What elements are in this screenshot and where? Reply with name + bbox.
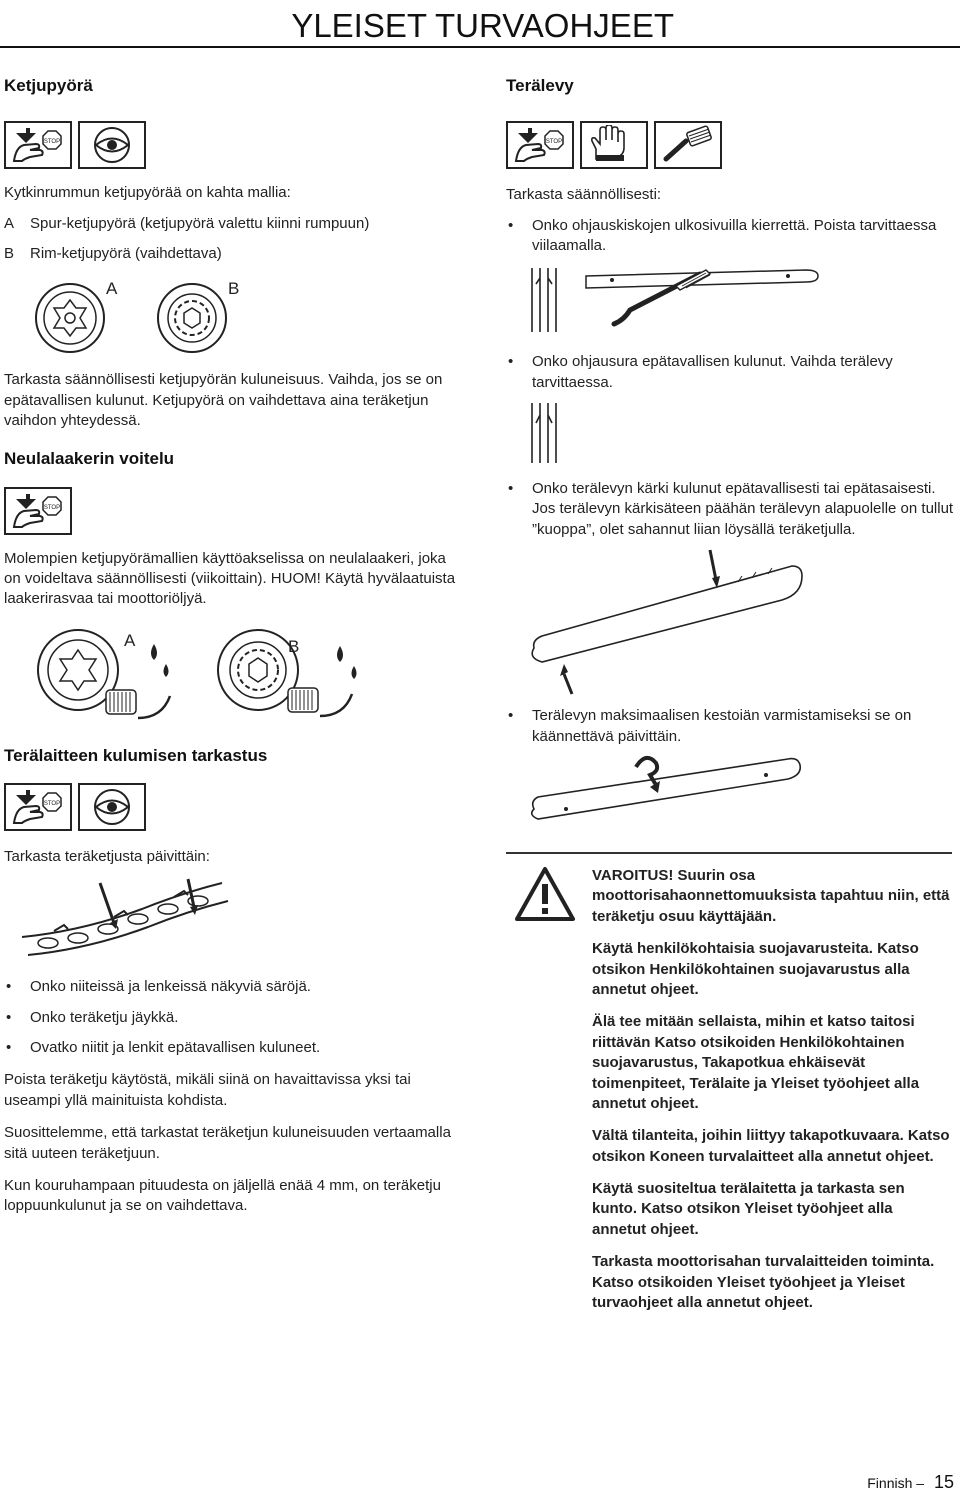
wear-paragraph-2: Suosittelemme, että tarkastat teräketjun kuluneisuuden vertaamalla sitä uuteen teräketjuun. <box>4 1124 451 1162</box>
stop-hand-icon <box>4 121 72 169</box>
chain-figure <box>18 875 238 971</box>
warning-triangle-icon <box>514 866 576 928</box>
warning-paragraph-4: Vältä tilanteita, joihin liittyy takapotkuvaara. Katso otsikon Koneen turvalaitteet alla annetut ohjeet. <box>592 1127 950 1165</box>
warning-box <box>506 852 952 1364</box>
brush-icon <box>654 121 722 169</box>
stop-hand-icon <box>506 121 574 169</box>
stop-hand-icon <box>4 487 72 535</box>
needle-fig-label-a: A <box>124 630 136 650</box>
eye-icon <box>78 121 146 169</box>
bar-bullets-1 <box>506 216 954 257</box>
wear-heading: Terälaitteen kulumisen tarkastus <box>4 745 268 765</box>
svg-text:STOP: STOP <box>545 139 563 146</box>
wear-icons <box>4 783 456 831</box>
bar-groove-figure <box>526 401 586 465</box>
svg-text:STOP: STOP <box>43 800 61 807</box>
footer-separator: – <box>916 1475 925 1491</box>
sprocket-fig-label-a: A <box>106 279 118 299</box>
sprocket-item-a: A Spur-ketjupyörä (ketjupyörä valettu kiinni rumpuun) <box>4 214 370 232</box>
list-item: • Ovatko niitit ja lenkit epätavallisen kuluneet. <box>4 1038 456 1058</box>
page-title: YLEISET TURVAOHJEET <box>291 7 674 44</box>
wear-paragraph-3: Kun kouruhampaan pituudesta on jäljellä enää 4 mm, on teräketju loppuunkulunut ja se on vaihdettava. <box>4 1176 441 1215</box>
list-item: • Onko niiteissä ja lenkeissä näkyviä säröjä. <box>4 977 456 997</box>
needle-paragraph: Molempien ketjupyörämallien käyttöakselissa on neulalaakeri, joka on voideltava säännöllisesti (viikoittain). HUOM! Käytä hyvälaatuista laakerirasvaa tai moottoriöljyä. <box>4 549 456 608</box>
sprocket-item-b: B Rim-ketjupyörä (vaihdettava) <box>4 244 222 262</box>
bar-tip-figure <box>524 548 844 698</box>
warning-paragraph-2: Käytä henkilökohtaisia suojavarusteita. Katso otsikon Henkilökohtainen suojavarustus alla annetut ohjeet. <box>592 940 919 998</box>
bar-flip-figure <box>526 751 826 823</box>
list-item: • Onko ohjauskiskojen ulkosivuilla kierrettä. Poista tarvittaessa viilaamalla. <box>506 216 954 257</box>
bar-bullets-4 <box>506 706 954 747</box>
needle-bearing-figure <box>26 624 386 724</box>
sprocket-intro: Kytkinrummun ketjupyörää on kahta mallia: <box>4 184 291 202</box>
bar-intro: Tarkasta säännöllisesti: <box>506 186 662 204</box>
warning-paragraph-5: Käytä suositeltua terälaitetta ja tarkasta sen kunto. Katso otsikon Yleiset työohjeet alla annetut ohjeet. <box>592 1180 905 1238</box>
sprocket-icons <box>4 121 456 169</box>
warning-text <box>592 866 950 1325</box>
stop-hand-icon <box>4 783 72 831</box>
sprocket-heading: Ketjupyörä <box>4 76 93 95</box>
list-item: • Terälevyn maksimaalisen kestoiän varmistamiseksi se on käännettävä päivittäin. <box>506 706 954 747</box>
bar-bullets-2 <box>506 352 954 393</box>
svg-text:STOP: STOP <box>43 504 61 511</box>
warning-paragraph-3: Älä tee mitään sellaista, mihin et katso taitosi riittävän Katso otsikoiden Henkilökohtainen suojavarustus, Takapotkua ehkäisevät toimenpiteet, Terälaite ja Yleiset työohjeet alla annetut ohjeet. <box>592 1013 920 1112</box>
list-item: • Onko ohjausura epätavallisen kulunut. Vaihda terälevy tarvittaessa. <box>506 352 954 393</box>
glove-icon <box>580 121 648 169</box>
list-item: • Onko terälevyn kärki kulunut epätavallisesti tai epätasaisesti. Jos terälevyn kärkisäteen päähän terälevyn alapuolelle on tullut ”kuoppa”, olet sahannut liian löysällä teräketjulla. <box>506 479 954 540</box>
wear-intro: Tarkasta teräketjusta päivittäin: <box>4 847 210 865</box>
wear-bullets <box>4 977 456 1058</box>
list-item: • Onko teräketju jäykkä. <box>4 1008 456 1028</box>
sprocket-fig-label-b: B <box>228 279 240 299</box>
eye-icon <box>78 783 146 831</box>
svg-text:STOP: STOP <box>43 139 61 146</box>
bar-heading: Terälevy <box>506 76 574 95</box>
title-rule <box>0 46 960 48</box>
page-number: 15 <box>933 1472 954 1492</box>
bar-icons <box>506 121 954 169</box>
warning-paragraph-6: Tarkasta moottorisahan turvalaitteiden toiminta. Katso otsikoiden Yleiset työohjeet ja Yleiset turvaohjeet alla annetut ohjeet. <box>592 1253 935 1312</box>
footer-language: Finnish <box>867 1475 913 1491</box>
needle-fig-label-b: B <box>288 636 300 656</box>
left-column <box>4 74 456 1217</box>
sprocket-types-figure <box>22 278 282 358</box>
right-column <box>506 74 954 823</box>
warning-paragraph-1: VAROITUS! Suurin osa moottorisahaonnettomuuksista tapahtuu niin, että teräketju osuu käyttäjään. <box>592 867 950 925</box>
bar-bullets-3 <box>506 479 954 540</box>
needle-heading: Neulalaakerin voitelu <box>4 449 175 469</box>
wear-paragraph-1: Poista teräketju käytöstä, mikäli siinä on havaittavissa yksi tai useampi yllä mainituista kohdista. <box>4 1071 411 1109</box>
sprocket-paragraph: Tarkasta säännöllisesti ketjupyörän kuluneisuus. Vaihda, jos se on epätavallisen kulunut. Ketjupyörä on vaihdettava aina teräketjun vaihdon yhteydessä. <box>4 371 443 430</box>
page-footer <box>867 1470 954 1494</box>
bar-filing-figure <box>526 266 826 338</box>
needle-icons <box>4 487 456 535</box>
